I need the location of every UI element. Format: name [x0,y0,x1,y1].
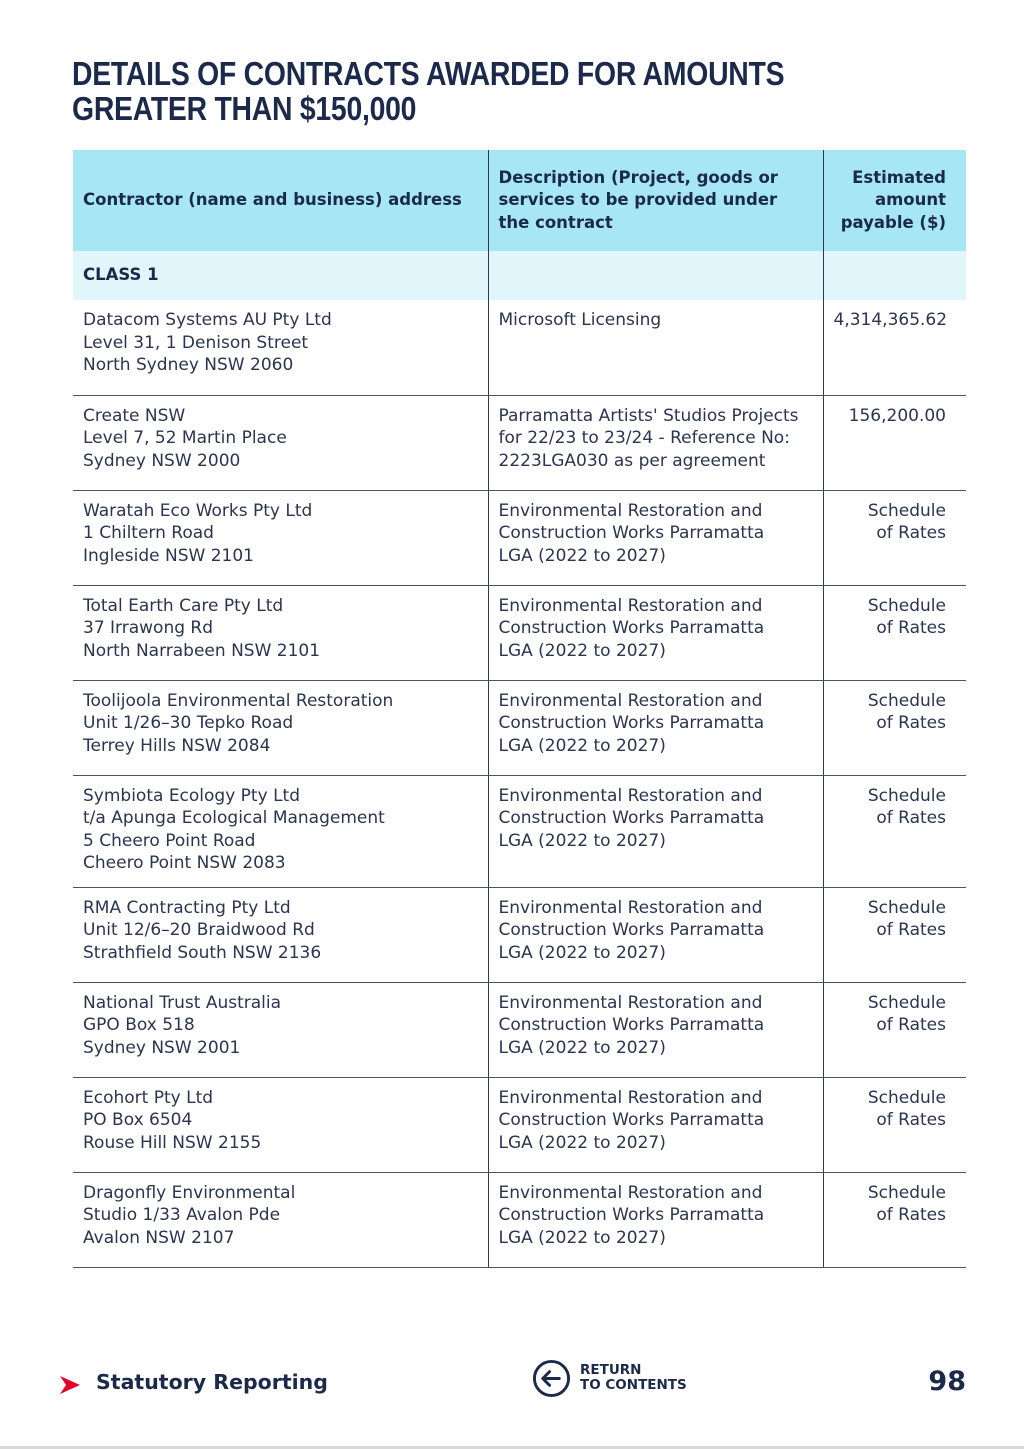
table-row [73,1172,966,1267]
contractor-cell [73,490,488,585]
amount-cell [823,395,966,490]
contractor-cell-line: Avalon NSW 2107 [83,1227,235,1248]
description-cell-line: LGA (2022 to 2027) [498,1227,666,1248]
amount-cell-line: Schedule [867,1182,946,1203]
description-cell-line: Environmental Restoration and [498,690,763,711]
amount-cell-line: 4,314,365.62 [833,310,948,330]
table-row [73,887,966,982]
description-cell [488,680,823,775]
page-title-line-2: GREATER THAN $150,000 [72,90,417,127]
class-row [73,251,966,300]
description-cell [488,1172,823,1267]
amount-cell-line: of Rates [876,1015,946,1035]
contractor-cell-line: Datacom Systems AU Pty Ltd [83,310,332,330]
contractor-cell-line: 5 Cheero Point Road [83,830,256,851]
description-cell [488,1077,823,1172]
description-cell [488,887,823,982]
description-cell-line: Construction Works Parramatta [498,808,765,828]
amount-cell-line: Schedule [867,992,946,1013]
contractor-cell-line: Level 31, 1 Denison Street [83,332,309,353]
description-cell-line: Environmental Restoration and [498,1182,763,1203]
contractor-cell-line: Unit 12/6–20 Braidwood Rd [83,920,315,940]
description-cell-line: Construction Works Parramatta [498,523,765,543]
description-cell-line: Microsoft Licensing [498,310,662,330]
chevron-right-icon [58,1374,82,1396]
description-cell-line: LGA (2022 to 2027) [498,830,666,851]
description-cell-line: Construction Works Parramatta [498,1015,765,1035]
amount-cell-line: Schedule [867,785,946,806]
contractor-cell-line: North Sydney NSW 2060 [83,355,294,375]
header-description: Description (Project, goods or services to be provided under the contract [488,150,823,251]
amount-cell-line: Schedule [867,595,946,616]
description-cell-line: 2223LGA030 as per agreement [498,450,766,471]
description-cell-line: Environmental Restoration and [498,500,763,521]
description-cell-line: Construction Works Parramatta [498,713,765,733]
description-cell-line: Environmental Restoration and [498,595,763,616]
contractor-cell-line: Waratah Eco Works Pty Ltd [83,500,313,521]
description-cell-line: Construction Works Parramatta [498,920,765,940]
page-footer [0,1350,1024,1420]
amount-cell [823,775,966,887]
amount-cell [823,490,966,585]
contractor-cell-line: Sydney NSW 2000 [83,450,241,471]
table-row [73,300,966,395]
contractor-cell-line: t/a Apunga Ecological Management [83,808,385,828]
amount-cell-line: of Rates [876,618,946,638]
contractor-cell-line: Dragonfly Environmental [83,1182,296,1203]
amount-cell-line: of Rates [876,713,946,733]
contractor-cell-line: Create NSW [83,405,186,426]
table-row [73,775,966,887]
contractor-cell-line: 37 Irrawong Rd [83,618,214,638]
class-label: CLASS 1 [73,251,488,300]
contractor-cell-line: PO Box 6504 [83,1110,193,1130]
page-number: 98 [928,1366,966,1397]
contractor-cell-line: Symbiota Ecology Pty Ltd [83,785,300,806]
amount-cell-line: of Rates [876,808,946,828]
contractor-cell [73,680,488,775]
contractor-cell-line: Level 7, 52 Martin Place [83,428,287,448]
description-cell-line: for 22/23 to 23/24 - Reference No: [498,428,790,448]
table-row [73,585,966,680]
page-title-line-1: DETAILS OF CONTRACTS AWARDED FOR AMOUNTS [72,55,785,92]
contractor-cell-line: Unit 1/26–30 Tepko Road [83,713,294,733]
amount-cell-line: of Rates [876,1205,946,1225]
table-header-row [73,150,966,251]
contractor-cell-line: National Trust Australia [83,992,282,1013]
contractor-cell-line: Strathfield South NSW 2136 [83,942,322,963]
contractor-cell-line: Terrey Hills NSW 2084 [83,735,271,756]
return-label: RETURN TO CONTENTS [580,1362,687,1393]
contractor-cell [73,585,488,680]
amount-cell [823,1077,966,1172]
amount-cell-line: of Rates [876,920,946,940]
contracts-table [73,150,966,1268]
description-cell-line: LGA (2022 to 2027) [498,1132,666,1153]
header-amount: Estimated amount payable ($) [823,150,966,251]
description-cell-line: Construction Works Parramatta [498,1110,765,1130]
description-cell-line: Environmental Restoration and [498,1087,763,1108]
description-cell [488,585,823,680]
contractor-cell [73,775,488,887]
contractor-cell [73,982,488,1077]
description-cell [488,490,823,585]
contractor-cell [73,300,488,395]
description-cell [488,300,823,395]
amount-cell-line: 156,200.00 [848,405,946,426]
return-to-contents-link[interactable] [532,1358,687,1398]
description-cell-line: LGA (2022 to 2027) [498,545,666,566]
amount-cell [823,680,966,775]
amount-cell [823,1172,966,1267]
contractor-cell-line: Total Earth Care Pty Ltd [83,595,284,616]
amount-cell [823,300,966,395]
contractor-cell [73,1077,488,1172]
amount-cell-line: Schedule [867,500,946,521]
table-row [73,1077,966,1172]
contractor-cell [73,887,488,982]
table-row [73,490,966,585]
contractor-cell-line: Ecohort Pty Ltd [83,1087,214,1108]
contractor-cell [73,1172,488,1267]
description-cell-line: LGA (2022 to 2027) [498,1037,666,1058]
arrow-left-circle-icon [532,1359,571,1398]
amount-cell-line: Schedule [867,1087,946,1108]
contractor-cell-line: GPO Box 518 [83,1015,195,1035]
description-cell-line: LGA (2022 to 2027) [498,942,666,963]
description-cell-line: Construction Works Parramatta [498,618,765,638]
page-title [72,56,829,126]
description-cell-line: Parramatta Artists' Studios Projects [498,405,799,426]
amount-cell-line: Schedule [867,690,946,711]
contractor-cell-line: Toolijoola Environmental Restoration [83,690,394,711]
description-cell [488,982,823,1077]
contractor-cell-line: North Narrabeen NSW 2101 [83,640,321,661]
amount-cell-line: of Rates [876,1110,946,1130]
description-cell-line: Construction Works Parramatta [498,1205,765,1225]
table-row [73,395,966,490]
description-cell-line: Environmental Restoration and [498,992,763,1013]
amount-cell [823,887,966,982]
contractor-cell-line: Sydney NSW 2001 [83,1037,241,1058]
description-cell-line: LGA (2022 to 2027) [498,735,666,756]
contractor-cell-line: Studio 1/33 Avalon Pde [83,1205,281,1225]
contractor-cell-line: Rouse Hill NSW 2155 [83,1132,262,1153]
description-cell-line: Environmental Restoration and [498,785,763,806]
amount-cell-line: Schedule [867,897,946,918]
contractor-cell [73,395,488,490]
header-contractor: Contractor (name and business) address [73,150,488,251]
amount-cell [823,585,966,680]
description-cell-line: Environmental Restoration and [498,897,763,918]
table-row [73,680,966,775]
description-cell-line: LGA (2022 to 2027) [498,640,666,661]
amount-cell-line: of Rates [876,523,946,543]
contractor-cell-line: Cheero Point NSW 2083 [83,853,286,873]
contractor-cell-line: Ingleside NSW 2101 [83,545,254,566]
description-cell [488,395,823,490]
table-row [73,982,966,1077]
contractor-cell-line: 1 Chiltern Road [83,523,214,543]
amount-cell [823,982,966,1077]
section-label: Statutory Reporting [96,1370,328,1394]
description-cell [488,775,823,887]
contractor-cell-line: RMA Contracting Pty Ltd [83,897,291,918]
